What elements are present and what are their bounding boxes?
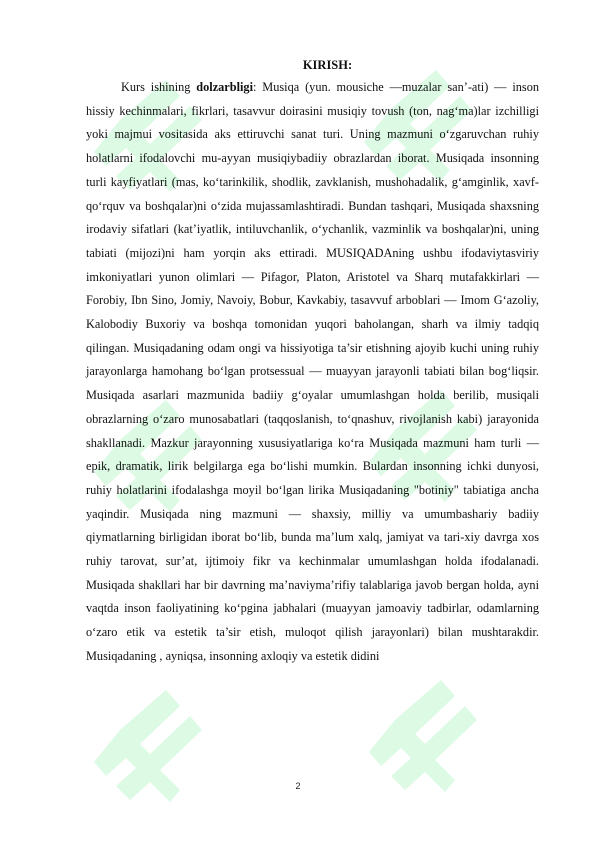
document-body (86, 57, 539, 669)
page-number: 2 (295, 781, 301, 791)
section-heading: KIRISH: (302, 58, 353, 72)
intro-bold-term: dolzarbligi (196, 80, 254, 94)
intro-lead-text: Kurs ishining (121, 80, 197, 94)
body-text: : Musiqa (yun. mousiche —muzalar san’-ati) — inson hissiy kechinmalari, fikrlari, tasavvur doirasini musiqiy tovush (ton, nag‘ma)lar izchilligi yoki majmui vositasida aks ettiruvchi sanat turi. Uning mazmuni o‘zgaruvchan ruhiy holatlarni ifodalovchi mu-ayyan musiqiybadiiy obrazlardan iborat. Musiqada insonning turli kayfiyatlari (mas, ko‘tarinkilik, shodlik, zavklanish, mushohadalik, g‘amginlik, xavf-qo‘rquv va boshqalar)ni o‘zida mujassamlashtiradi. Bundan tashqari, Musiqada shaxsning irodaviy sifatlari (kat’iyatlik, intiluvchanlik, o‘ychanlik, vazminlik va boshqalar)ni, uning tabiati (mijozi)ni ham yorqin aks ettiradi. MUSIQADAning ushbu ifodaviytasviriy imkoniyatlari yunon olimlari — Pifagor, Platon, Aristotel va Sharq mutafakkirlari — Forobiy, Ibn Sino, Jomiy, Navoiy, Bobur, Kavkabiy, tasavvuf arboblari — Imom G‘azoliy, Kalobodiy Buxoriy va boshqa tomonidan yuqori baholangan, sharh va ilmiy tadqiq qilingan. Musiqadaning odam ongi va hissiyotiga ta’sir etishning ajoyib kuchi uning ruhiy jarayonlarga hamohang bo‘lgan protsessual — muayyan jarayonli tabiati bilan bog‘liqsir. Musiqada asarlari mazmunida badiiy g‘oyalar umumlashgan holda berilib, musiqali obrazlarning o‘zaro munosabatlari (taqqoslanish, to‘qnashuv, rivojlanish kabi) jarayonida shakllanadi. Mazkur jarayonning xususiyatlariga ko‘ra Musiqada mazmuni ham turli — epik, dramatik, lirik belgilarga ega bo‘lishi mumkin. Bulardan insonning ichki dunyosi, ruhiy holatlarini ifodalashga moyil bo‘lgan lirika Musiqadaning "botiniy" tabiatiga ancha yaqindir. Musiqada ning mazmuni — shaxsiy, milliy va umumbashariy badiiy qiymatlarning birligidan iborat bo‘lib, bunda ma’lum xalq, jamiyat va tari-xiy davrga xos ruhiy tarovat, sur’at, ijtimoiy fikr va kechinmalar umumlashgan holda ifodalanadi. Musiqada shakllari har bir davrning ma’naviyma’rifiy talablariga javob bergan holda, ayni vaqtda inson faoliyatining ko‘pgina jabhalari (muayyan jamoaviy tadbirlar, odamlarning o‘zaro etik va estetik ta’sir etish, muloqot qilish jarayonlari) bilan mushtarakdir. Musiqadaning , ayniqsa, insonning axloqiy va estetik didini (86, 80, 539, 663)
body-paragraph (86, 76, 539, 669)
